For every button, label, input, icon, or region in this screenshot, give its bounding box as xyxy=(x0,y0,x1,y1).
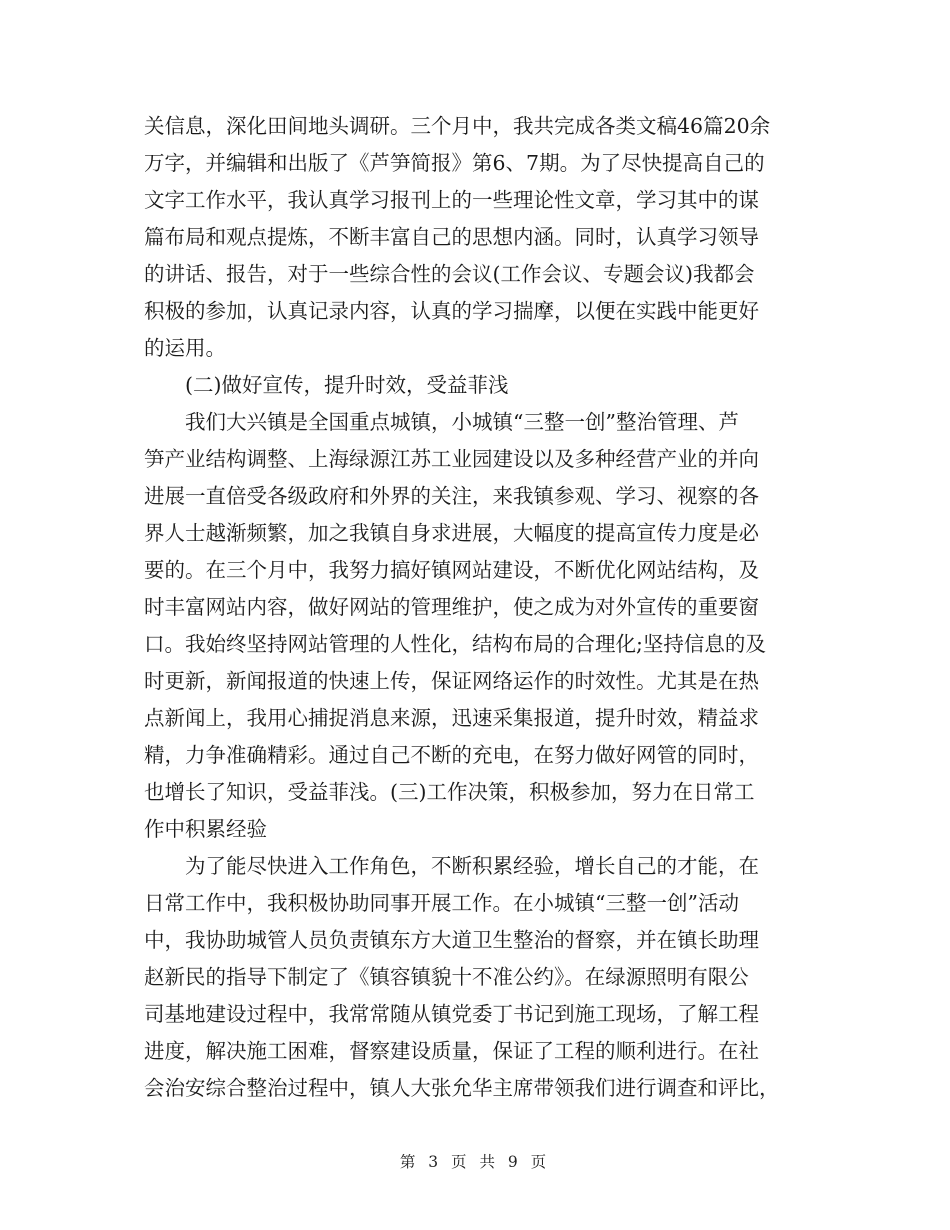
text-line: 为了能尽快进入工作角色，不断积累经验，增长自己的才能，在 xyxy=(185,854,759,878)
text-line: 时更新，新闻报道的快速上传，保证网络运作的时效性。尤其是在热 xyxy=(144,669,759,693)
text-line: 司基地建设过程中，我常常随从镇党委丁书记到施工现场，了解工程 xyxy=(144,1002,759,1026)
text-line: 也增长了知识，受益菲浅。(三)工作决策，积极参加，努力在日常工 xyxy=(144,780,755,804)
document-body xyxy=(144,108,814,1107)
text-line: 赵新民的指导下制定了《镇容镇貌十不准公约》。在绿源照明有限公 xyxy=(144,965,749,989)
text-line: 我们大兴镇是全国重点城镇，小城镇“三整一创”整治管理、芦 xyxy=(185,410,739,434)
text-line: 会治安综合整治过程中，镇人大张允华主席带领我们进行调查和评比， xyxy=(144,1076,780,1100)
text-line: 积极的参加，认真记录内容，认真的学习揣摩，以便在实践中能更好 xyxy=(144,299,759,323)
text-line: 界人士越渐频繁，加之我镇自身求进展，大幅度的提高宣传力度是必 xyxy=(144,521,759,545)
text-line: 篇布局和观点提炼，不断丰富自己的思想内涵。同时，认真学习领导 xyxy=(144,225,759,249)
text-line: 进展一直倍受各级政府和外界的关注，来我镇参观、学习、视察的各 xyxy=(144,484,759,508)
text-line: 的讲话、报告，对于一些综合性的会议(工作会议、专题会议)我都会 xyxy=(144,262,755,286)
text-line: 进度，解决施工困难，督察建设质量，保证了工程的顺利进行。在社 xyxy=(144,1039,759,1063)
text-line: 时丰富网站内容，做好网站的管理维护，使之成为对外宣传的重要窗 xyxy=(144,595,759,619)
text-line: 中，我协助城管人员负责镇东方大道卫生整治的督察，并在镇长助理 xyxy=(144,928,759,952)
text-line: 日常工作中，我积极协助同事开展工作。在小城镇“三整一创”活动 xyxy=(144,891,739,915)
page-number-footer: 第 3 页 共 9 页 xyxy=(399,1153,551,1171)
text-line: 关信息，深化田间地头调研。三个月中，我共完成各类文稿46篇20余 xyxy=(144,114,771,138)
text-line: 要的。在三个月中，我努力搞好镇网站建设，不断优化网站结构，及 xyxy=(144,558,759,582)
text-line: 万字，并编辑和出版了《芦笋简报》第6、7期。为了尽快提高自己的 xyxy=(144,151,765,175)
text-line: 精，力争准确精彩。通过自己不断的充电，在努力做好网管的同时， xyxy=(144,743,759,767)
text-line: 作中积累经验 xyxy=(144,817,267,841)
text-line: 点新闻上，我用心捕捉消息来源，迅速采集报道，提升时效，精益求 xyxy=(144,706,759,730)
text-line: 笋产业结构调整、上海绿源江苏工业园建设以及多种经营产业的并向 xyxy=(144,447,759,471)
text-line: (二)做好宣传，提升时效，受益菲浅 xyxy=(185,373,509,397)
text-line: 的运用。 xyxy=(144,336,226,360)
text-line: 文字工作水平，我认真学习报刊上的一些理论性文章，学习其中的谋 xyxy=(144,188,759,212)
text-line: 口。我始终坚持网站管理的人性化，结构布局的合理化;坚持信息的及 xyxy=(144,632,766,656)
